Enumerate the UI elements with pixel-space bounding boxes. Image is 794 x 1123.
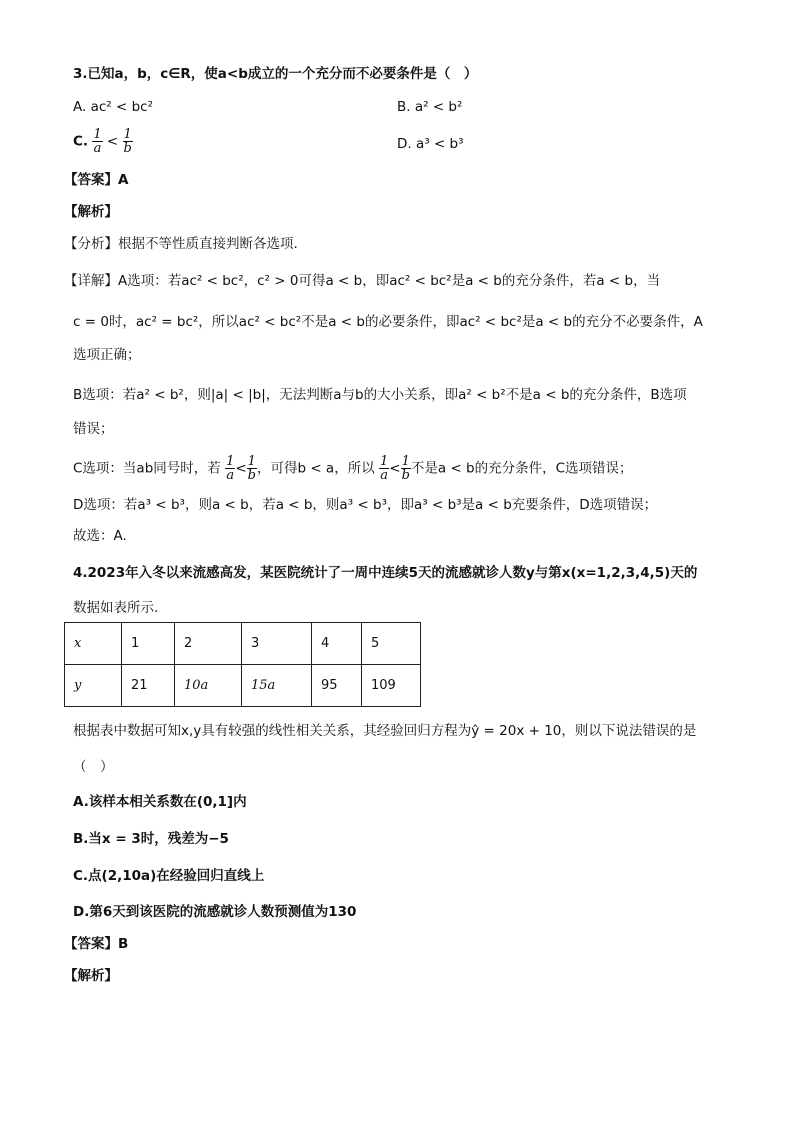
q3-answer: 【答案】A	[64, 172, 129, 188]
fraction-1-over-a: $\frac{1}{a}$	[93, 127, 102, 156]
fraction-1-over-a: $\frac{1}{a}$	[226, 454, 235, 483]
q3-detail-line-2: c = 0时，ac² = bc²，所以ac² < bc²不是a < b的必要条件，即ac² < bc²是a < b的充分不必要条件，A	[73, 314, 703, 330]
less-than-sign: <	[106, 133, 119, 150]
q3-detail-6-pre: C选项：当ab同号时，若	[73, 460, 221, 477]
q3-analysis-label: 【解析】	[64, 204, 118, 220]
q3-option-a: A. ac² < bc²	[73, 99, 153, 115]
table-cell: 10a	[175, 665, 242, 707]
q3-detail-6-post: 不是a < b的充分条件，C选项错误；	[410, 460, 633, 477]
table-cell: 109	[362, 665, 421, 707]
q3-fenxi: 【分析】根据不等性质直接判断各选项.	[64, 236, 298, 252]
fraction-1-over-b: $\frac{1}{b}$	[247, 454, 256, 483]
q3-option-b: B. a² < b²	[397, 99, 463, 115]
table-cell: 3	[242, 623, 312, 665]
q4-answer: 【答案】B	[64, 936, 129, 952]
table-cell: 21	[122, 665, 175, 707]
table-cell: y	[65, 665, 122, 707]
q4-option-d: D.第6天到该医院的流感就诊人数预测值为130	[73, 904, 357, 920]
q4-analysis-label: 【解析】	[64, 968, 118, 984]
q3-stem: 3.已知a，b，c∈R，使a<b成立的一个充分而不必要条件是（ ）	[73, 66, 478, 82]
q4-option-c: C.点(2,10a)在经验回归直线上	[73, 868, 265, 884]
fraction-1-over-b: $\frac{1}{b}$	[401, 454, 410, 483]
q3-detail-line-6: C选项：当ab同号时，若 $\frac{1}{a}$ < $\frac{1}{b}$ ，可得b < a，所以 $\frac{1}{a}$ < $\frac{1}{b}$ 不是a < b的充分条件，C选项错误；	[73, 454, 633, 483]
q4-stem-line-1: 4.2023年入冬以来流感高发，某医院统计了一周中连续5天的流感就诊人数y与第x(x=1,2,3,4,5)天的	[73, 565, 698, 581]
data-table	[64, 622, 421, 707]
q3-detail-line-1: 【详解】A选项：若ac² < bc²，c² > 0可得a < b，即ac² < bc²是a < b的充分条件，若a < b，当	[64, 273, 661, 289]
q3-detail-6-mid: ，可得b < a，所以	[256, 460, 375, 477]
q3-option-d: D. a³ < b³	[397, 136, 464, 152]
q3-detail-line-4: B选项：若a² < b²，则|a| < |b|，无法判断a与b的大小关系，即a² < b²不是a < b的充分条件，B选项	[73, 387, 687, 403]
table-cell: x	[65, 623, 122, 665]
table-row	[65, 623, 421, 665]
q3-option-c	[73, 128, 133, 155]
table-cell: 4	[312, 623, 362, 665]
table-cell: 1	[122, 623, 175, 665]
q3-detail-line-7: D选项：若a³ < b³，则a < b，若a < b，则a³ < b³，即a³ < b³是a < b充要条件，D选项错误；	[73, 497, 658, 513]
q3-detail-line-3: 选项正确；	[73, 347, 141, 363]
table-cell: 2	[175, 623, 242, 665]
q4-stem-line-4: （ ）	[73, 759, 114, 775]
q4-option-b: B.当x = 3时，残差为−5	[73, 831, 229, 847]
q3-option-c-label: C.	[73, 133, 89, 150]
table-cell: 15a	[242, 665, 312, 707]
q3-choose: 故选：A.	[73, 528, 127, 544]
table-cell: 95	[312, 665, 362, 707]
q4-stem-line-3: 根据表中数据可知x,y具有较强的线性相关关系，其经验回归方程为ŷ = 20x + 10，则以下说法错误的是	[73, 723, 697, 739]
q3-detail-line-5: 错误；	[73, 421, 114, 437]
fraction-1-over-a: $\frac{1}{a}$	[380, 454, 389, 483]
fraction-1-over-b: $\frac{1}{b}$	[123, 127, 132, 156]
q4-stem-line-2: 数据如表所示.	[73, 600, 159, 616]
table-row	[65, 665, 421, 707]
table-cell: 5	[362, 623, 421, 665]
q4-option-a: A.该样本相关系数在(0,1]内	[73, 794, 247, 810]
